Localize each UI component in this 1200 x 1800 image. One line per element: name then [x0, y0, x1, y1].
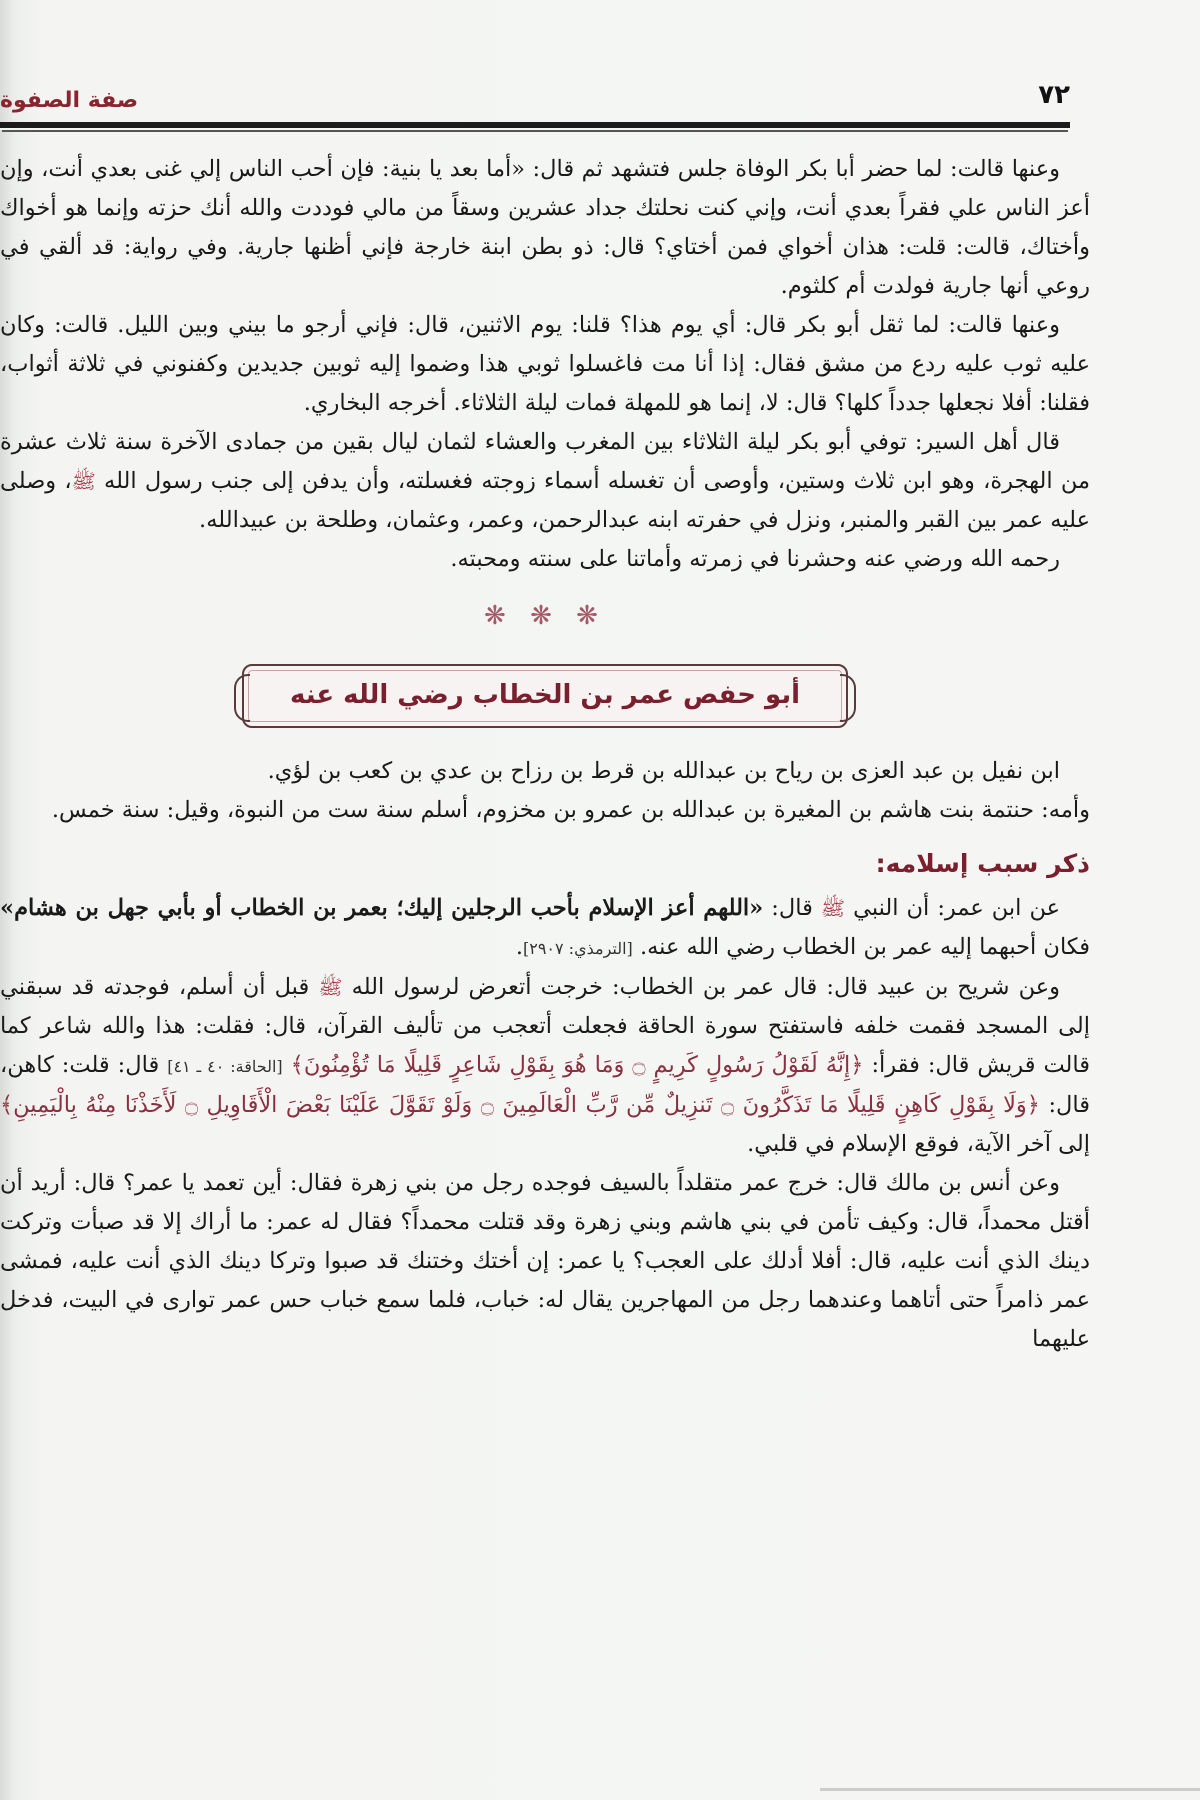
text-span: وعن شريح بن عبيد قال: قال عمر بن الخطاب: خرجت أتعرض لرسول الله	[351, 974, 1061, 1000]
biography-title: أبو حفص عمر بن الخطاب رضي الله عنه	[289, 680, 800, 710]
page-body	[0, 150, 1090, 1359]
hadith-paragraph: وعن أنس بن مالك قال: خرج عمر متقلداً بالسيف فوجده رجل من بني زهرة فقال: أين تعمد يا عمر؟ قال: أريد أن أقتل محمداً، قال: وكيف تأمن في بني هاشم وبني زهرة وقد قتلت محمداً؟ فقال له عمر: ما أراك إلا قد صبأت وتركت دينك الذي أنت عليه، قال: أفلا أدلك على العجب؟ يا عمر: إن أختك وختنك قد صبوا وتركا دينك الذي أنت عليه، فمشى عمر ذامراً حتى أتاهما وعندهما رجل من المهاجرين يقال له: خباب، فلما سمع خباب حس عمر توارى في البيت، فدخل عليهما	[0, 1170, 1090, 1352]
paragraph	[0, 423, 1090, 540]
text-span: ، وصلى عليه عمر بين القبر والمنبر، ونزل في حفرته ابنه عبدالرحمن، وعمر، وعثمان، وطلحة بن عبيدالله.	[0, 468, 1090, 533]
section-heading: ذكر سبب إسلامه:	[875, 849, 1090, 878]
hadith-paragraph	[0, 968, 1090, 1164]
paragraph: وعنها قالت: لما حضر أبا بكر الوفاة جلس فتشهد ثم قال: «أما بعد يا بنية: فإن أحب الناس إلي غنى بعدي أنت، وإن أعز الناس علي فقراً بعدي أنت، وإني كنت نحلتك جداد عشرين وسقاً من مالي فوددت والله أنك حزته وإنما هو أخواك وأختاك، قالت: قلت: هذان أخواي فمن أختاي؟ قال: ذو بطن ابنة خارجة فإني أظنها جارية. وفي رواية: قد ألقي في روعي أنها جارية فولدت أم كلثوم.	[0, 156, 1090, 299]
lineage-line: ابن نفيل بن عبد العزى بن رياح بن عبدالله بن قرط بن رزاح بن عدي بن كعب بن لؤي.	[267, 758, 1060, 784]
text-span: قبل أن أسلم، فوجدته قد سبقني إلى المسجد فقمت خلفه فاستفتح سورة الحاقة فجعلت أتعجب من تأليف القرآن، قال: فقلت: هذا والله شاعر كما قالت قريش قال: فقرأ:	[0, 974, 1091, 1078]
paragraph: رحمه الله ورضي عنه وحشرنا في زمرته وأماتنا على سنته ومحبته.	[450, 546, 1060, 572]
quran-verse: ﴿وَلَا بِقَوْلِ كَاهِنٍ قَلِيلًا مَا تَذَكَّرُونَ ۝ تَنزِيلٌ مِّن رَّبِّ الْعَالَمِينَ ۝ وَلَوْ تَقَوَّلَ عَلَيْنَا بَعْضَ الْأَقَاوِيلِ ۝ لَأَخَذْنَا مِنْهُ بِالْيَمِينِ﴾	[0, 1092, 1040, 1118]
hadith-quote: «اللهم أعز الإسلام بأحب الرجلين إليك؛ بعمر بن الخطاب أو بأبي جهل بن هشام»	[0, 895, 764, 921]
reference: [الحاقة: ٤٠ ـ ٤١]	[167, 1057, 283, 1076]
scan-edge	[820, 1788, 1200, 1791]
text-span: قال:	[771, 895, 813, 921]
hadith-paragraph: عن ابن عمر: أن النبي ﷺ قال: «اللهم أعز الإسلام بأحب الرجلين إليك؛ بعمر بن الخطاب أو بأبي جهل بن هشام» فكان أحبهما إليه عمر بن الخطاب رضي الله عنه. [الترمذي: ٢٩٠٧].	[0, 895, 1090, 960]
running-title: صفة الصفوة	[0, 88, 139, 113]
text-span: عن ابن عمر: أن النبي	[853, 895, 1060, 921]
text-span: قال أهل السير: توفي أبو بكر ليلة الثلاثاء بين المغرب والعشاء لثمان ليال بقين من جمادى الآخرة سنة ثلاث عشرة من الهجرة، وهو ابن ثلاث وستين، وأوصى أن تغسله أسماء زوجته فغسلته، وأن يدفن إلى جنب رسول الله	[0, 429, 1090, 494]
page-header	[0, 80, 1070, 120]
page-number: ٧٢	[1038, 80, 1070, 110]
quran-verse: ﴿إِنَّهُ لَقَوْلُ رَسُولٍ كَرِيمٍ ۝ وَمَا هُوَ بِقَوْلِ شَاعِرٍ قَلِيلًا مَا تُؤْمِنُونَ﴾	[290, 1052, 864, 1078]
paragraph: وعنها قالت: لما ثقل أبو بكر قال: أي يوم هذا؟ قلنا: يوم الاثنين، قال: فإني أرجو ما بيني وبين الليل. قالت: وكان عليه ثوب عليه ردع من مشق فقال: إذا أنا مت فاغسلوا ثوبي هذا وضموا إليه ثوبين جديدين وكفنوني في ثلاثة أثواب، فقلنا: أفلا نجعلها جدداً كلها؟ قال: لا، إنما هو للمهلة فمات ليلة الثلاثاء. أخرجه البخاري.	[0, 312, 1090, 416]
text-span: فكان أحبهما إليه عمر بن الخطاب رضي الله عنه.	[639, 934, 1090, 960]
header-divider	[0, 122, 1070, 130]
salla-icon: ﷺ	[318, 975, 343, 999]
text-span: إلى آخر الآية، فوقع الإسلام في قلبي.	[747, 1131, 1090, 1157]
lineage-line: وأمه: حنتمة بنت هاشم بن المغيرة بن عبدالله بن عمرو بن مخزوم، أسلم سنة ست من النبوة، وقيل: سنة خمس.	[51, 797, 1090, 823]
reference: [الترمذي: ٢٩٠٧]	[522, 939, 633, 958]
biography-title-frame	[0, 664, 1090, 728]
title-cartouche	[242, 664, 848, 728]
ornament-divider-icon: ❋ ❋ ❋	[484, 601, 606, 631]
salla-icon: ﷺ	[820, 896, 846, 920]
salla-icon: ﷺ	[71, 469, 96, 493]
text-span: قال: قلت: كاهن، قال:	[0, 1052, 1090, 1118]
